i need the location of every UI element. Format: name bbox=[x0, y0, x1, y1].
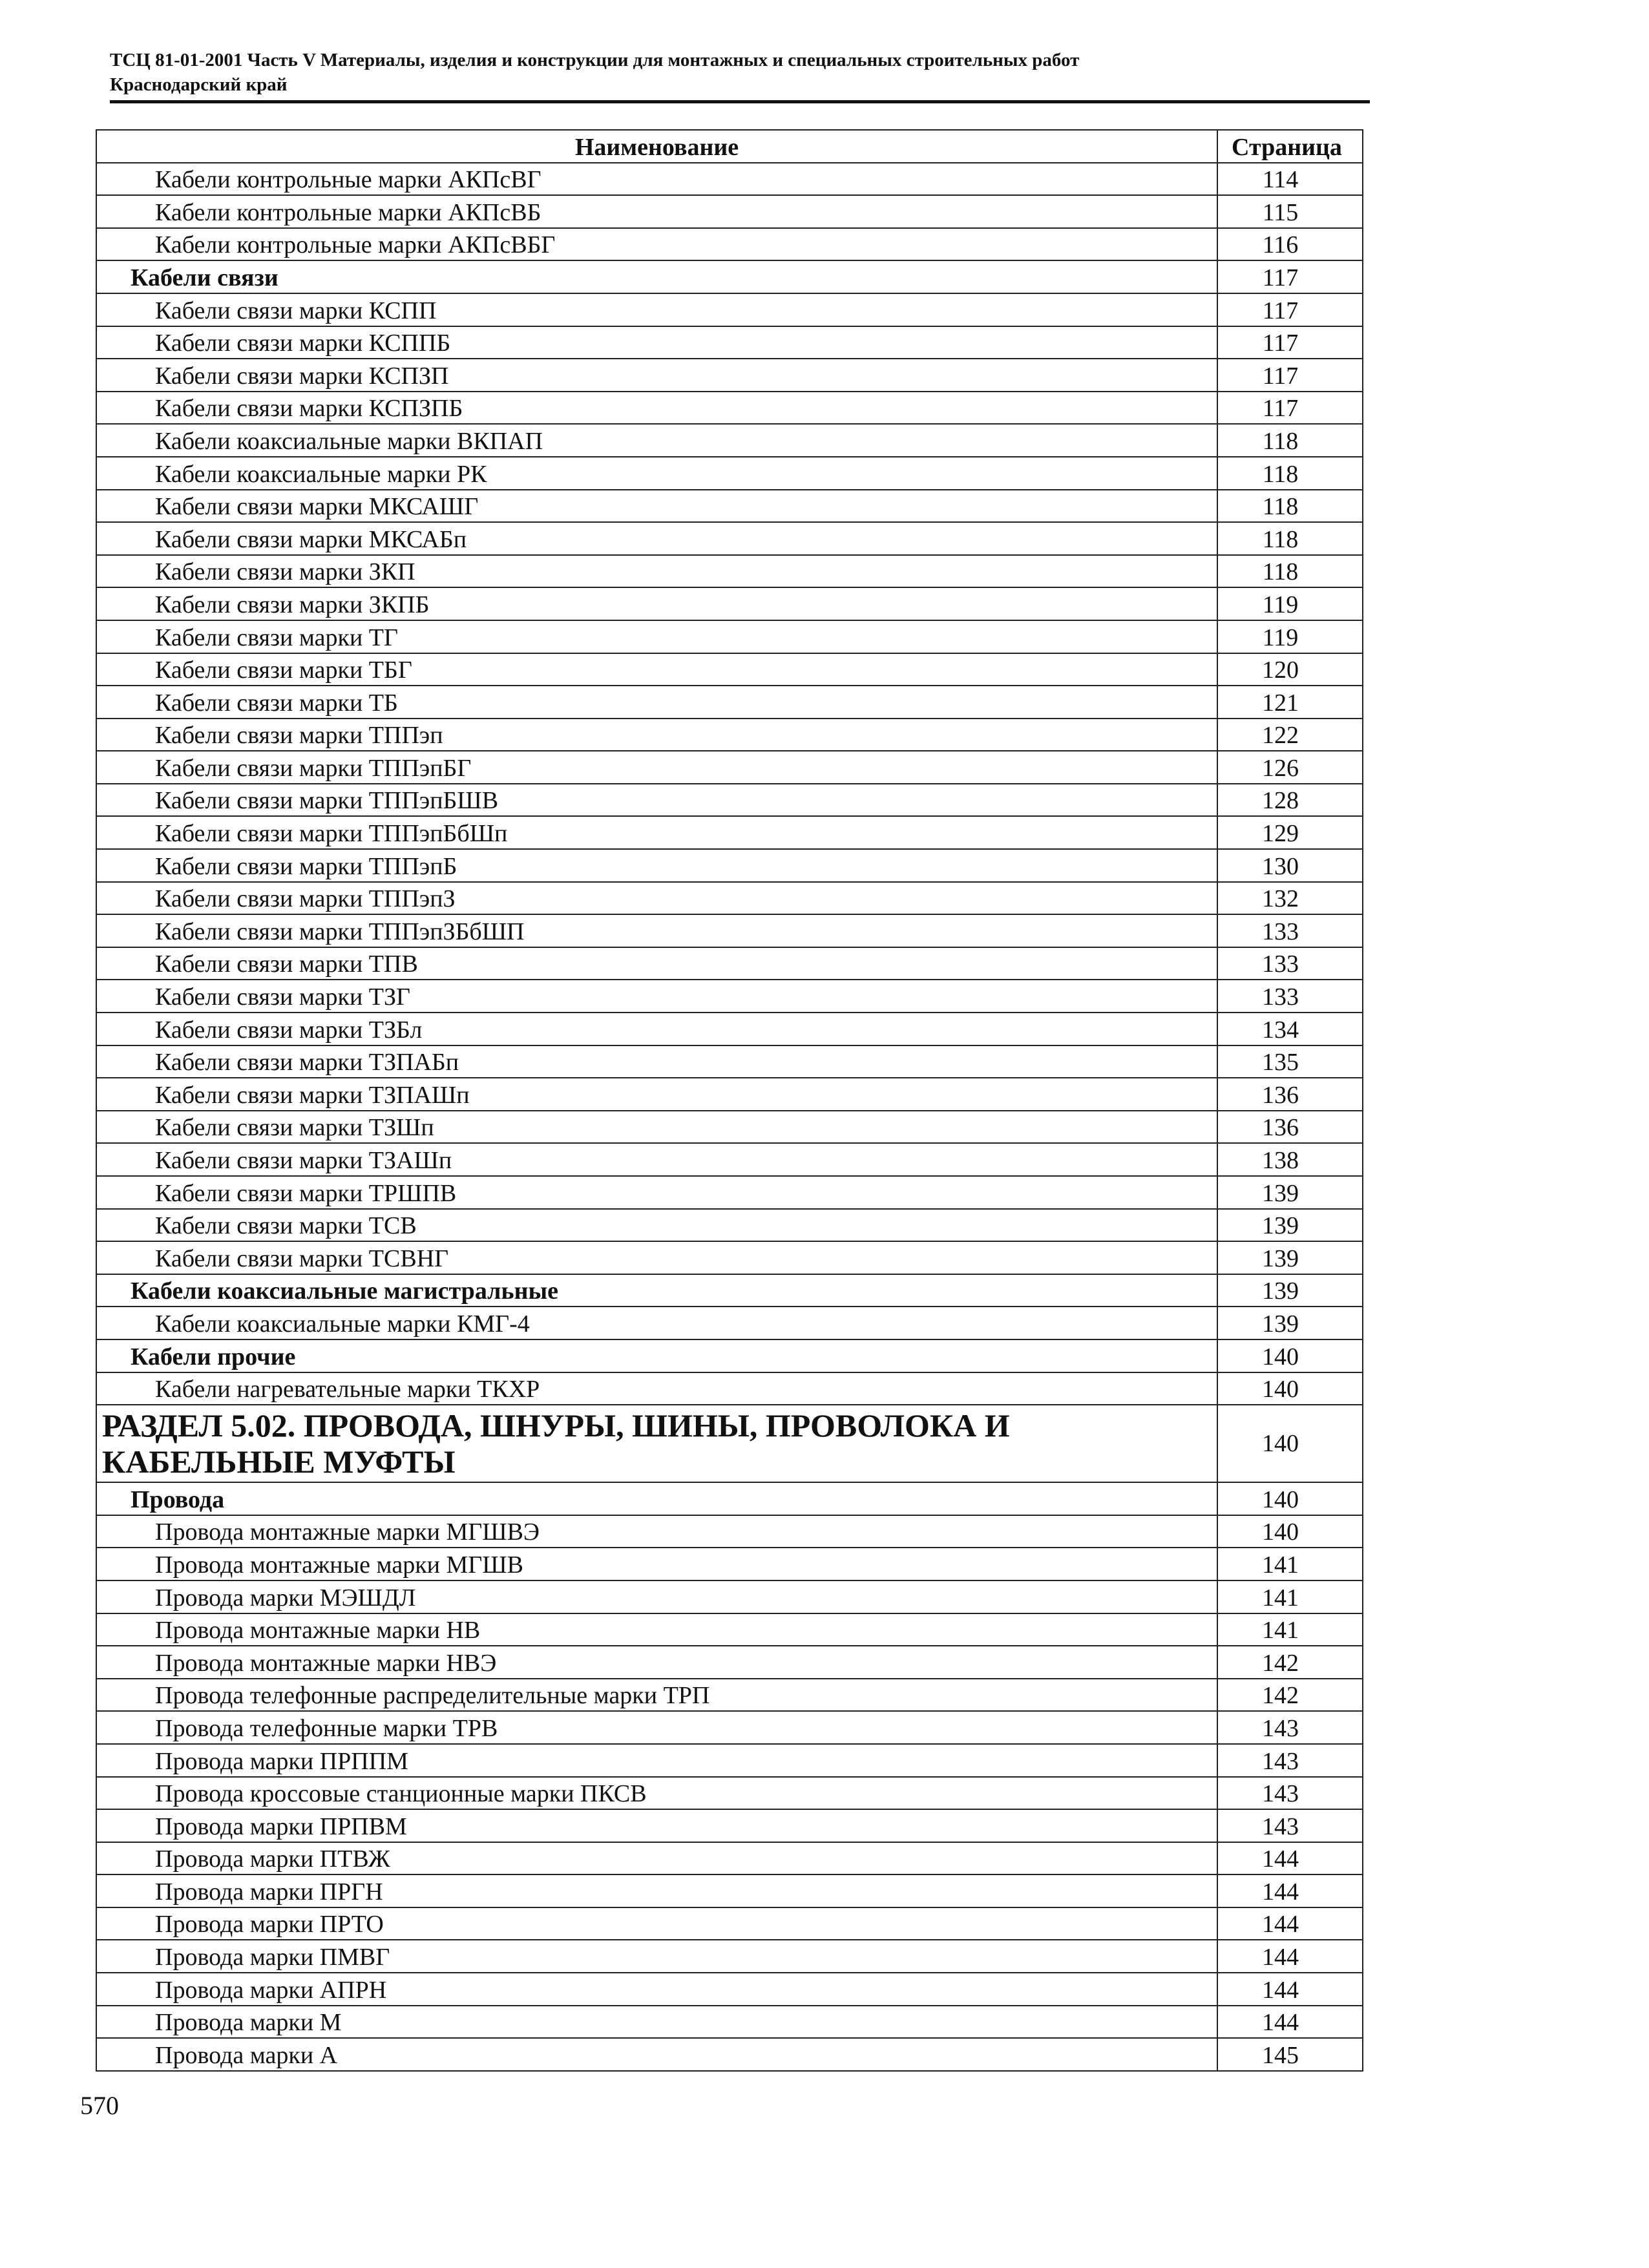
table-row bbox=[96, 490, 1363, 523]
table-row bbox=[96, 1045, 1363, 1078]
entry-page: 145 bbox=[1217, 2038, 1363, 2071]
entry-name: Кабели связи марки ТЗАШп bbox=[96, 1143, 1217, 1176]
entry-page: 144 bbox=[1217, 2006, 1363, 2039]
entry-name: Кабели связи марки МКСАШГ bbox=[96, 490, 1217, 523]
entry-name: Провода монтажные марки НВ bbox=[96, 1613, 1217, 1646]
entry-name: Кабели связи марки ТПВ bbox=[96, 947, 1217, 980]
entry-name: Кабели связи марки ТБ bbox=[96, 686, 1217, 719]
entry-name: Кабели связи марки ТППэп bbox=[96, 719, 1217, 751]
column-header-page: Страница bbox=[1217, 130, 1363, 163]
entry-name: Провода телефонные марки ТРВ bbox=[96, 1711, 1217, 1744]
entry-page: 117 bbox=[1217, 260, 1363, 293]
entry-name: Провода марки ПРГН bbox=[96, 1874, 1217, 1907]
entry-page: 144 bbox=[1217, 1940, 1363, 1973]
entry-page: 122 bbox=[1217, 719, 1363, 751]
entry-page: 144 bbox=[1217, 1842, 1363, 1875]
entry-name: Кабели связи марки ТЗШп bbox=[96, 1111, 1217, 1144]
table-row bbox=[96, 457, 1363, 490]
entry-page: 136 bbox=[1217, 1111, 1363, 1144]
table-row bbox=[96, 587, 1363, 620]
entry-name: Кабели связи марки ТСВ bbox=[96, 1209, 1217, 1242]
entry-name: Кабели связи марки ТРШПВ bbox=[96, 1176, 1217, 1209]
entry-name: РАЗДЕЛ 5.02. ПРОВОДА, ШНУРЫ, ШИНЫ, ПРОВОЛОКА И КАБЕЛЬНЫЕ МУФТЫ bbox=[96, 1405, 1217, 1482]
table-row bbox=[96, 1973, 1363, 2006]
table-row bbox=[96, 326, 1363, 359]
table-row bbox=[96, 882, 1363, 915]
entry-page: 116 bbox=[1217, 228, 1363, 261]
header-divider bbox=[110, 100, 1370, 103]
page-header bbox=[110, 48, 1370, 97]
table-row bbox=[96, 1307, 1363, 1339]
entry-page: 128 bbox=[1217, 784, 1363, 817]
entry-page: 143 bbox=[1217, 1809, 1363, 1842]
entry-name: Кабели прочие bbox=[96, 1339, 1217, 1372]
table-row bbox=[96, 1013, 1363, 1045]
entry-name: Провода марки АПРН bbox=[96, 1973, 1217, 2006]
entry-page: 135 bbox=[1217, 1045, 1363, 1078]
entry-name: Провода монтажные марки МГШВ bbox=[96, 1548, 1217, 1580]
entry-name: Кабели связи марки КСПП bbox=[96, 293, 1217, 326]
entry-name: Кабели коаксиальные магистральные bbox=[96, 1274, 1217, 1307]
entry-name: Провода кроссовые станционные марки ПКСВ bbox=[96, 1777, 1217, 1810]
table-row bbox=[96, 653, 1363, 686]
section-row bbox=[96, 1405, 1363, 1482]
entry-page: 120 bbox=[1217, 653, 1363, 686]
entry-page: 142 bbox=[1217, 1679, 1363, 1712]
entry-page: 118 bbox=[1217, 457, 1363, 490]
table-row bbox=[96, 1078, 1363, 1111]
entry-name: Провода монтажные марки НВЭ bbox=[96, 1646, 1217, 1679]
entry-page: 118 bbox=[1217, 522, 1363, 555]
region-subtitle: Краснодарский край bbox=[110, 74, 288, 95]
column-header-name: Наименование bbox=[96, 130, 1217, 163]
entry-page: 140 bbox=[1217, 1482, 1363, 1515]
entry-page: 118 bbox=[1217, 424, 1363, 457]
entry-name: Кабели контрольные марки АКПсВБГ bbox=[96, 228, 1217, 261]
entry-page: 115 bbox=[1217, 195, 1363, 228]
table-row bbox=[96, 784, 1363, 817]
entry-name: Кабели связи марки ТППэпЗ bbox=[96, 882, 1217, 915]
entry-page: 121 bbox=[1217, 686, 1363, 719]
entry-page: 141 bbox=[1217, 1613, 1363, 1646]
entry-page: 140 bbox=[1217, 1405, 1363, 1482]
entry-name: Кабели связи марки ЗКП bbox=[96, 555, 1217, 588]
entry-page: 133 bbox=[1217, 914, 1363, 947]
table-row bbox=[96, 1809, 1363, 1842]
entry-name: Провода марки М bbox=[96, 2006, 1217, 2039]
contents-table bbox=[96, 129, 1363, 2072]
table-row bbox=[96, 1679, 1363, 1712]
entry-name: Провода марки МЭШДЛ bbox=[96, 1580, 1217, 1613]
entry-page: 144 bbox=[1217, 1907, 1363, 1940]
table-row bbox=[96, 195, 1363, 228]
table-row bbox=[96, 1940, 1363, 1973]
entry-page: 139 bbox=[1217, 1307, 1363, 1339]
group-row bbox=[96, 260, 1363, 293]
entry-name: Кабели связи марки ТЗПАБп bbox=[96, 1045, 1217, 1078]
table-row bbox=[96, 359, 1363, 392]
table-row bbox=[96, 293, 1363, 326]
entry-page: 139 bbox=[1217, 1176, 1363, 1209]
table-row bbox=[96, 522, 1363, 555]
entry-page: 144 bbox=[1217, 1874, 1363, 1907]
entry-name: Кабели контрольные марки АКПсВБ bbox=[96, 195, 1217, 228]
entry-name: Провода марки ПТВЖ bbox=[96, 1842, 1217, 1875]
entry-name: Кабели коаксиальные марки РК bbox=[96, 457, 1217, 490]
table-row bbox=[96, 1209, 1363, 1242]
table-row bbox=[96, 163, 1363, 196]
entry-name: Кабели связи марки ТППэпБ bbox=[96, 849, 1217, 882]
group-row bbox=[96, 1482, 1363, 1515]
table-row bbox=[96, 1143, 1363, 1176]
entry-page: 140 bbox=[1217, 1515, 1363, 1548]
table-row bbox=[96, 1842, 1363, 1875]
entry-name: Кабели связи марки ТППэпБГ bbox=[96, 751, 1217, 784]
entry-name: Кабели связи марки ТСВНГ bbox=[96, 1241, 1217, 1274]
table-row bbox=[96, 719, 1363, 751]
table-row bbox=[96, 1548, 1363, 1580]
entry-page: 139 bbox=[1217, 1274, 1363, 1307]
entry-name: Кабели связи марки ЗКПБ bbox=[96, 587, 1217, 620]
entry-name: Кабели связи марки ТППэпБШВ bbox=[96, 784, 1217, 817]
table-row bbox=[96, 751, 1363, 784]
entry-page: 118 bbox=[1217, 490, 1363, 523]
table-row bbox=[96, 620, 1363, 653]
table-row bbox=[96, 1241, 1363, 1274]
entry-name: Кабели связи марки ТЗПАШп bbox=[96, 1078, 1217, 1111]
entry-name: Кабели связи марки ТГ bbox=[96, 620, 1217, 653]
group-row bbox=[96, 1274, 1363, 1307]
table-row bbox=[96, 1711, 1363, 1744]
entry-name: Кабели связи марки ТЗБл bbox=[96, 1013, 1217, 1045]
table-row bbox=[96, 1646, 1363, 1679]
table-row bbox=[96, 1515, 1363, 1548]
table-row bbox=[96, 947, 1363, 980]
table-row bbox=[96, 1744, 1363, 1777]
entry-name: Кабели связи bbox=[96, 260, 1217, 293]
entry-page: 126 bbox=[1217, 751, 1363, 784]
table-row bbox=[96, 849, 1363, 882]
entry-page: 117 bbox=[1217, 326, 1363, 359]
table-row bbox=[96, 980, 1363, 1013]
entry-page: 142 bbox=[1217, 1646, 1363, 1679]
table-row bbox=[96, 816, 1363, 849]
entry-name: Кабели связи марки КСПЗПБ bbox=[96, 392, 1217, 425]
table-row bbox=[96, 2006, 1363, 2039]
entry-page: 139 bbox=[1217, 1209, 1363, 1242]
entry-name: Кабели коаксиальные марки КМГ-4 bbox=[96, 1307, 1217, 1339]
entry-page: 114 bbox=[1217, 163, 1363, 196]
entry-name: Кабели коаксиальные марки ВКПАП bbox=[96, 424, 1217, 457]
entry-page: 117 bbox=[1217, 359, 1363, 392]
table-row bbox=[96, 2038, 1363, 2071]
table-row bbox=[96, 1176, 1363, 1209]
table-row bbox=[96, 1580, 1363, 1613]
table-row bbox=[96, 1907, 1363, 1940]
table-row bbox=[96, 555, 1363, 588]
table-row bbox=[96, 1613, 1363, 1646]
entry-page: 143 bbox=[1217, 1711, 1363, 1744]
entry-name: Кабели контрольные марки АКПсВГ bbox=[96, 163, 1217, 196]
entry-page: 136 bbox=[1217, 1078, 1363, 1111]
entry-name: Кабели связи марки ТЗГ bbox=[96, 980, 1217, 1013]
entry-name: Кабели связи марки ТППэпБбШп bbox=[96, 816, 1217, 849]
entry-page: 119 bbox=[1217, 587, 1363, 620]
table-row bbox=[96, 686, 1363, 719]
entry-name: Провода марки ПРПВМ bbox=[96, 1809, 1217, 1842]
entry-name: Кабели связи марки ТППэпЗБбШП bbox=[96, 914, 1217, 947]
entry-page: 140 bbox=[1217, 1372, 1363, 1405]
entry-page: 139 bbox=[1217, 1241, 1363, 1274]
group-row bbox=[96, 1339, 1363, 1372]
table-row bbox=[96, 1777, 1363, 1810]
page-number: 570 bbox=[80, 2091, 119, 2120]
entry-page: 134 bbox=[1217, 1013, 1363, 1045]
entry-page: 140 bbox=[1217, 1339, 1363, 1372]
entry-name: Провода марки А bbox=[96, 2038, 1217, 2071]
table-row bbox=[96, 392, 1363, 425]
entry-page: 138 bbox=[1217, 1143, 1363, 1176]
table-row bbox=[96, 228, 1363, 261]
document-title: ТСЦ 81-01-2001 Часть V Материалы, изделия и конструкции для монтажных и специальных строительных работ bbox=[110, 50, 1080, 70]
entry-page: 130 bbox=[1217, 849, 1363, 882]
entry-page: 144 bbox=[1217, 1973, 1363, 2006]
table-row bbox=[96, 914, 1363, 947]
entry-name: Провода bbox=[96, 1482, 1217, 1515]
table-row bbox=[96, 1372, 1363, 1405]
entry-name: Провода марки ПРТО bbox=[96, 1907, 1217, 1940]
entry-name: Провода марки ПМВГ bbox=[96, 1940, 1217, 1973]
entry-name: Кабели нагревательные марки ТКХР bbox=[96, 1372, 1217, 1405]
entry-page: 119 bbox=[1217, 620, 1363, 653]
entry-name: Провода марки ПРППМ bbox=[96, 1744, 1217, 1777]
table-row bbox=[96, 424, 1363, 457]
entry-page: 141 bbox=[1217, 1548, 1363, 1580]
entry-name: Кабели связи марки КСППБ bbox=[96, 326, 1217, 359]
entry-page: 118 bbox=[1217, 555, 1363, 588]
entry-page: 129 bbox=[1217, 816, 1363, 849]
entry-name: Провода монтажные марки МГШВЭ bbox=[96, 1515, 1217, 1548]
table-header-row bbox=[96, 130, 1363, 163]
table-row bbox=[96, 1111, 1363, 1144]
entry-name: Провода телефонные распределительные марки ТРП bbox=[96, 1679, 1217, 1712]
entry-page: 143 bbox=[1217, 1744, 1363, 1777]
entry-page: 117 bbox=[1217, 293, 1363, 326]
entry-page: 143 bbox=[1217, 1777, 1363, 1810]
entry-name: Кабели связи марки КСПЗП bbox=[96, 359, 1217, 392]
entry-page: 133 bbox=[1217, 947, 1363, 980]
entry-name: Кабели связи марки ТБГ bbox=[96, 653, 1217, 686]
entry-page: 132 bbox=[1217, 882, 1363, 915]
table-row bbox=[96, 1874, 1363, 1907]
entry-page: 117 bbox=[1217, 392, 1363, 425]
entry-page: 133 bbox=[1217, 980, 1363, 1013]
entry-page: 141 bbox=[1217, 1580, 1363, 1613]
entry-name: Кабели связи марки МКСАБп bbox=[96, 522, 1217, 555]
